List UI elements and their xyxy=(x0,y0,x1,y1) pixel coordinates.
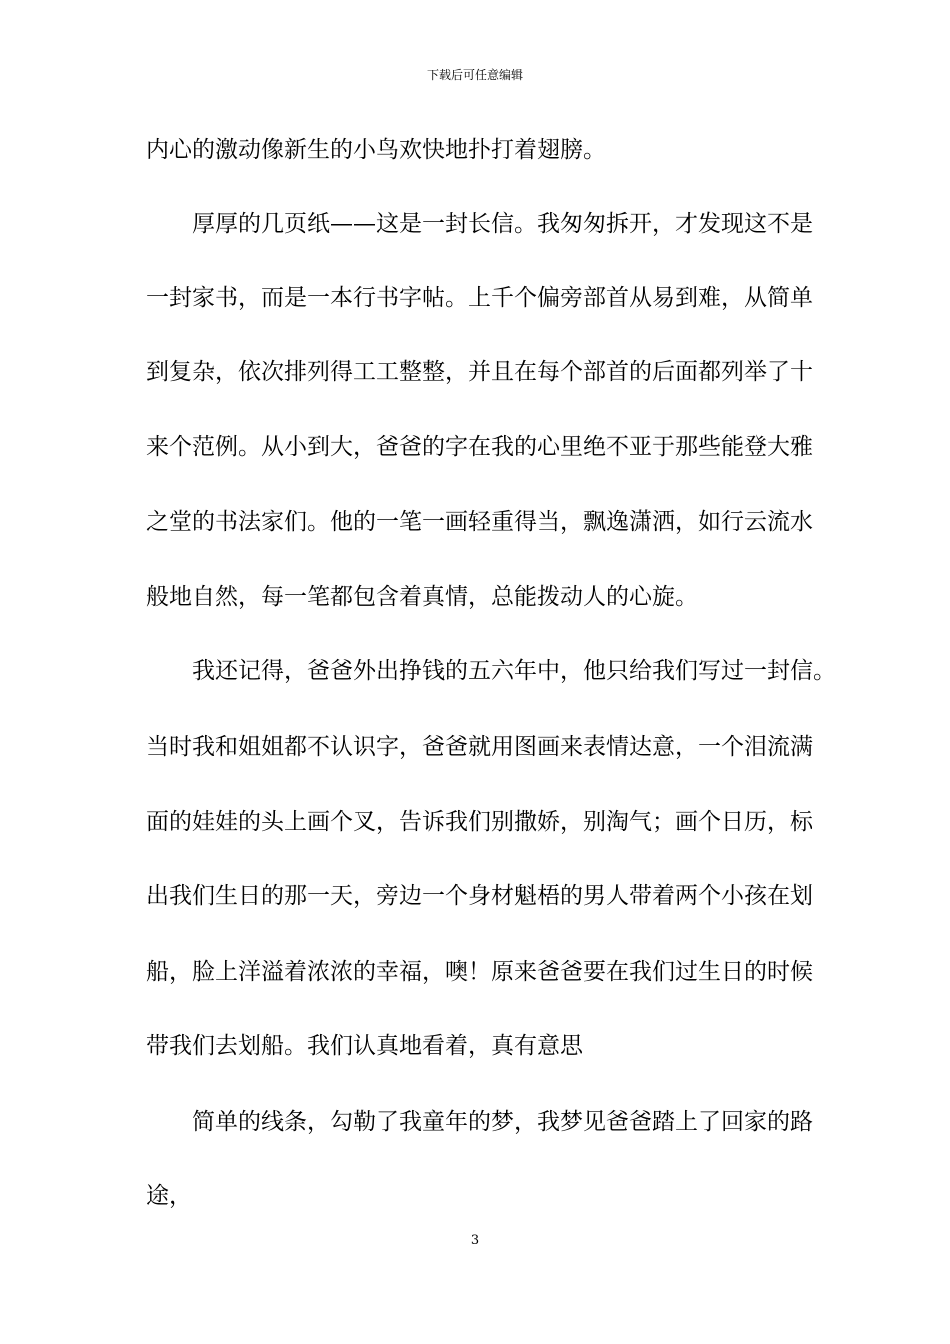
body-line: 出我们生日的那一天，旁边一个身材魁梧的男人带着两个小孩在划 xyxy=(146,883,813,909)
body-line: 带我们去划船。我们认真地看着，真有意思 xyxy=(146,1033,583,1059)
body-line: 之堂的书法家们。他的一笔一画轻重得当，飘逸潇洒，如行云流水 xyxy=(146,509,813,535)
body-line: 船，脸上洋溢着浓浓的幸福，噢！原来爸爸要在我们过生日的时候 xyxy=(146,959,813,985)
page-header: 下载后可任意编辑 xyxy=(426,68,523,82)
body-line: 内心的激动像新生的小鸟欢快地扑打着翅膀。 xyxy=(146,137,606,163)
body-line: 途， xyxy=(146,1183,192,1209)
body-line: 我还记得，爸爸外出挣钱的五六年中，他只给我们写过一封信。 xyxy=(146,658,836,684)
body-line: 一封家书，而是一本行书字帖。上千个偏旁部首从易到难，从简单 xyxy=(146,285,813,311)
body-line: 来个范例。从小到大，爸爸的字在我的心里绝不亚于那些能登大雅 xyxy=(146,434,813,460)
body-line: 面的娃娃的头上画个叉，告诉我们别撒娇，别淘气；画个日历，标 xyxy=(146,809,813,835)
body-line: 到复杂，依次排列得工工整整，并且在每个部首的后面都列举了十 xyxy=(146,359,813,385)
body-line: 当时我和姐姐都不认识字，爸爸就用图画来表情达意，一个泪流满 xyxy=(146,734,813,760)
body-line: 简单的线条，勾勒了我童年的梦，我梦见爸爸踏上了回家的路 xyxy=(146,1109,813,1135)
page-number: 3 xyxy=(470,1233,480,1248)
body-line: 厚厚的几页纸——这是一封长信。我匆匆拆开，才发现这不是 xyxy=(146,211,813,237)
body-line: 般地自然，每一笔都包含着真情，总能拨动人的心旋。 xyxy=(146,584,698,610)
